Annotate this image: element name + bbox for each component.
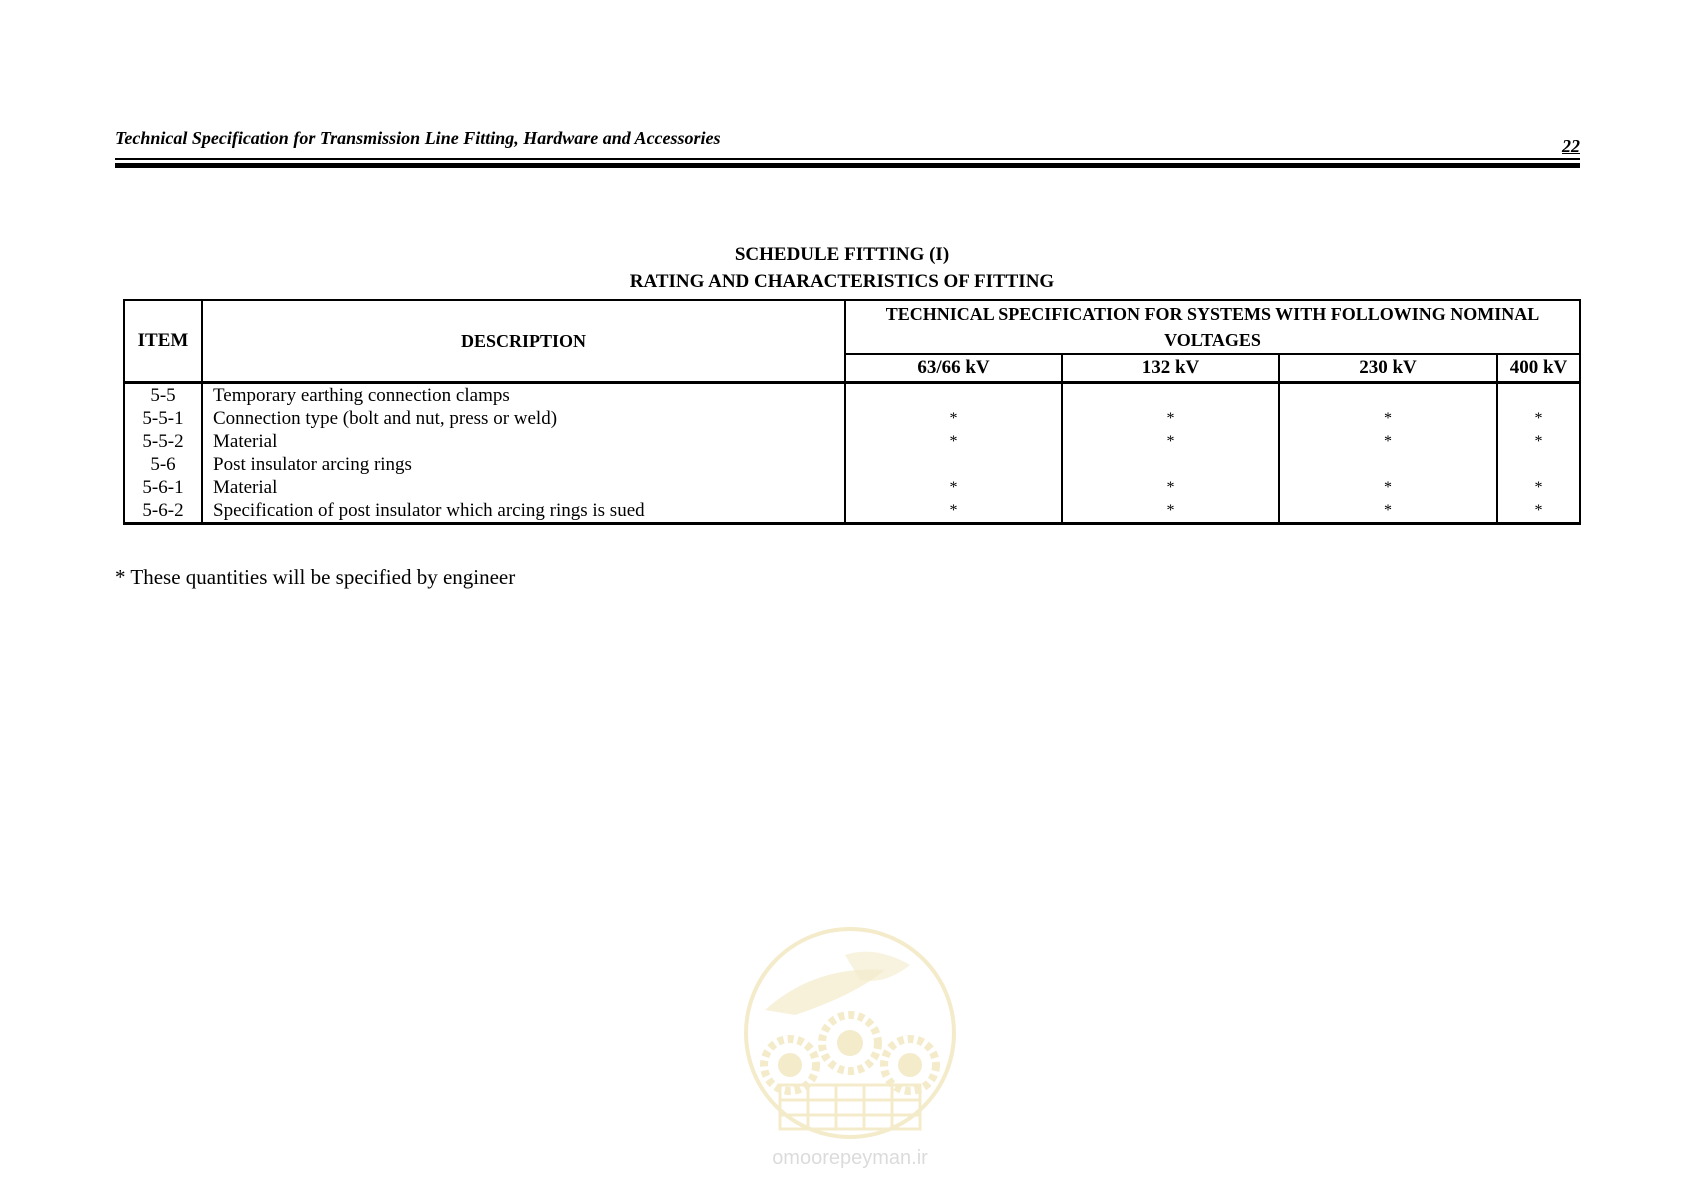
value-63-66kv (845, 453, 1062, 476)
value-230kv: * (1279, 430, 1497, 453)
value-400kv (1497, 453, 1580, 476)
table-row (124, 383, 1580, 408)
description-column-header: DESCRIPTION (202, 300, 845, 383)
watermark-logo (735, 925, 965, 1175)
table-row (124, 407, 1580, 430)
voltage-header-63-66kv: 63/66 kV (845, 354, 1062, 383)
table-row (124, 453, 1580, 476)
table-row (124, 499, 1580, 524)
seal-icon (735, 925, 965, 1145)
voltage-header-400kv: 400 kV (1497, 354, 1580, 383)
value-230kv (1279, 383, 1497, 408)
page-number: 22 (1562, 136, 1580, 156)
value-400kv (1497, 383, 1580, 408)
item-number: 5-5 (124, 383, 202, 408)
item-number: 5-6-1 (124, 476, 202, 499)
voltage-header-230kv: 230 kV (1279, 354, 1497, 383)
value-230kv: * (1279, 499, 1497, 524)
value-132kv: * (1062, 476, 1279, 499)
item-description: Connection type (bolt and nut, press or weld) (202, 407, 845, 430)
item-description: Specification of post insulator which arcing rings is sued (202, 499, 845, 524)
value-230kv (1279, 453, 1497, 476)
voltage-group-header: TECHNICAL SPECIFICATION FOR SYSTEMS WITH FOLLOWING NOMINAL VOLTAGES (845, 300, 1580, 354)
item-number: 5-5-2 (124, 430, 202, 453)
value-132kv: * (1062, 430, 1279, 453)
value-400kv: * (1497, 430, 1580, 453)
table-row (124, 430, 1580, 453)
value-63-66kv: * (845, 499, 1062, 524)
value-400kv: * (1497, 499, 1580, 524)
value-63-66kv: * (845, 407, 1062, 430)
item-description: Material (202, 430, 845, 453)
item-number: 5-5-1 (124, 407, 202, 430)
document-title: Technical Specification for Transmission Line Fitting, Hardware and Accessories (115, 128, 721, 148)
footnote: * These quantities will be specified by engineer (115, 565, 516, 589)
value-132kv (1062, 383, 1279, 408)
item-description: Material (202, 476, 845, 499)
table-row (124, 476, 1580, 499)
value-132kv: * (1062, 499, 1279, 524)
item-description: Post insulator arcing rings (202, 453, 845, 476)
item-number: 5-6-2 (124, 499, 202, 524)
watermark-text: omoorepeyman.ir (772, 1147, 928, 1169)
value-63-66kv: * (845, 430, 1062, 453)
value-400kv: * (1497, 476, 1580, 499)
value-230kv: * (1279, 407, 1497, 430)
value-132kv: * (1062, 407, 1279, 430)
item-number: 5-6 (124, 453, 202, 476)
header-rule (115, 158, 1580, 168)
specification-table (123, 299, 1581, 525)
value-400kv: * (1497, 407, 1580, 430)
schedule-title: SCHEDULE FITTING (I) (734, 244, 950, 265)
value-132kv (1062, 453, 1279, 476)
item-description: Temporary earthing connection clamps (202, 383, 845, 408)
value-63-66kv: * (845, 476, 1062, 499)
item-column-header: ITEM (124, 300, 202, 383)
value-230kv: * (1279, 476, 1497, 499)
schedule-subtitle: RATING AND CHARACTERISTICS OF FITTING (629, 271, 1055, 292)
voltage-header-132kv: 132 kV (1062, 354, 1279, 383)
value-63-66kv (845, 383, 1062, 408)
